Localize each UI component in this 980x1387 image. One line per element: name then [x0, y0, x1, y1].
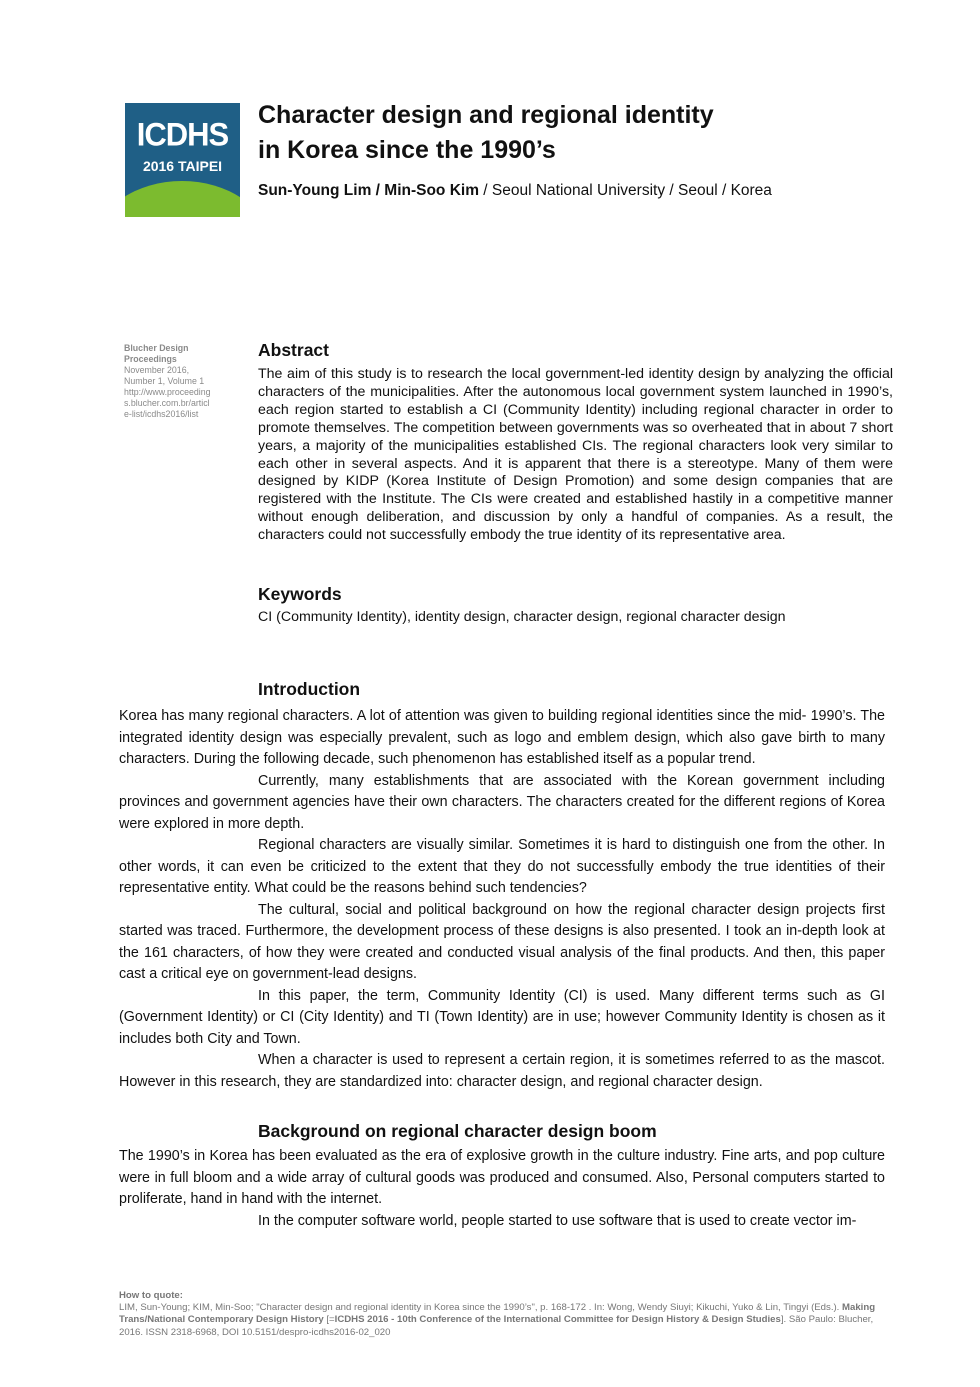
abstract-text: The aim of this study is to research the local government-led identity design by analyzing the official characters of the municipalities. After the autonomous local government system launched in 1990’s, each region started to establish a CI (Community Identity) including regional character in order to promote themselves. The competition between governments was so overheated that in about 7 short years, a majority of the municipalities established CIs. The regional characters look very similar to each other in several aspects. And it is apparent that there is a stereotype. Many of them were designed by KIDP (Korea Institute of Design Promotion) and some design companies that are registered with the Institute. The CIs were created and established hastily in a competitive manner without enough deliberation, and discussion by only a handful of companies. As a result, the characters could not successfully embody the true identity of its representative area. [258, 366, 893, 544]
sidebar-url-2: s.blucher.com.br/articl [124, 398, 210, 408]
background-paragraph-1: The 1990’s in Korea has been evaluated as the era of explosive growth in the culture industry. Fine arts, and pop culture were in full bloom and a wide array of cultural goods was produced and consumed. Also, Personal computers started to proliferate, hand in hand with the internet. [119, 1148, 885, 1207]
abstract-heading: Abstract [258, 340, 329, 360]
quote-heading: How to quote: [119, 1290, 183, 1301]
sidebar-line-2: Proceedings [124, 354, 177, 364]
logo-text-icdhs: ICDHS [136, 116, 229, 153]
background-paragraph-2: In the computer software world, people started to use software that is used to create vector im- [258, 1212, 857, 1229]
intro-paragraph-3: Regional characters are visually similar. Sometimes it is hard to distinguish one from the other. In other words, it can even be criticized to the extent that they do not successfully embody the true identities of their representative entity. What could be the reasons behind such tendencies? [119, 837, 885, 896]
quote-part-1: LIM, Sun-Young; KIM, Min-Soo; "Character design and regional identity in Korea since the 1990’s", p. 168-172 . In: Wong, Wendy Siuyi; Kikuchi, Yuko & Lin, Tingyi (Eds.). [119, 1302, 843, 1314]
title-line-1: Character design and regional identity [258, 101, 714, 129]
quote-part-3: ]. São Paulo: Blucher, 2016. ISSN 2318-6968, DOI 10.5151/despro-icdhs2016-02_020 [119, 1314, 874, 1338]
logo-text-year: 2016 TAIPEI [142, 158, 223, 174]
title-line-2: in Korea since the 1990’s [258, 136, 556, 164]
quote-book-title: Making Trans/National Contemporary Design History [119, 1302, 876, 1326]
authors-line [258, 182, 772, 200]
sidebar-line-1: Blucher Design [124, 343, 189, 353]
icdhs-logo [125, 103, 240, 217]
sidebar-url-3: e-list/icdhs2016/list [124, 409, 199, 419]
background-body [119, 1146, 885, 1232]
introduction-body [119, 706, 885, 1093]
sidebar-line-3: November 2016, [124, 365, 190, 375]
intro-paragraph-2: Currently, many establishments that are associated with the Korean government including provinces and government agencies have their own characters. The characters created for the different regions of Korea were explored in more depth. [119, 772, 885, 832]
author-names: Sun-Young Lim / Min-Soo Kim [258, 182, 479, 199]
keywords-heading: Keywords [258, 584, 342, 604]
intro-paragraph-5: In this paper, the term, Community Identity (CI) is used. Many different terms such as GI (Government Identity) or CI (City Identity) and TI (Town Identity) are in use; however Community Identity is chosen as it includes both City and Town. [119, 987, 885, 1047]
intro-paragraph-1: Korea has many regional characters. A lot of attention was given to building regional identities since the mid- 1990’s. The integrated identity design was especially prevalent, such as logo and emblem design, which also gave birth to many characters. During the following decade, such phenomenon has established itself as a popular trend. [119, 708, 885, 767]
intro-paragraph-4: The cultural, social and political background on how the regional character design projects first started was traced. Furthermore, the development process of these designs is also presented. I took an in-depth look at the 161 characters, of how they were created and conducted visual analysis of the final products. And then, this paper cast a critical eye on government-lead designs. [119, 901, 885, 982]
keywords-text: CI (Community Identity), identity design, character design, regional character design [258, 609, 786, 625]
author-affiliation: / Seoul National University / Seoul / Korea [479, 182, 772, 199]
proceedings-sidebar [124, 343, 219, 420]
introduction-heading: Introduction [258, 679, 361, 699]
quote-part-2: [= [323, 1314, 335, 1326]
background-heading: Background on regional character design boom [258, 1121, 657, 1141]
sidebar-line-4: Number 1, Volume 1 [124, 376, 205, 386]
logo-green-arc [125, 181, 240, 217]
sidebar-url-1: http://www.proceeding [124, 387, 211, 397]
intro-paragraph-6: When a character is used to represent a certain region, it is sometimes referred to as the mascot. However in this research, they are standardized into: character design, and regional character design. [119, 1052, 885, 1090]
quote-conference: ICDHS 2016 - 10th Conference of the International Committee for Design History & Design Studies [334, 1314, 781, 1326]
how-to-quote [119, 1290, 889, 1339]
paper-title [258, 98, 818, 168]
